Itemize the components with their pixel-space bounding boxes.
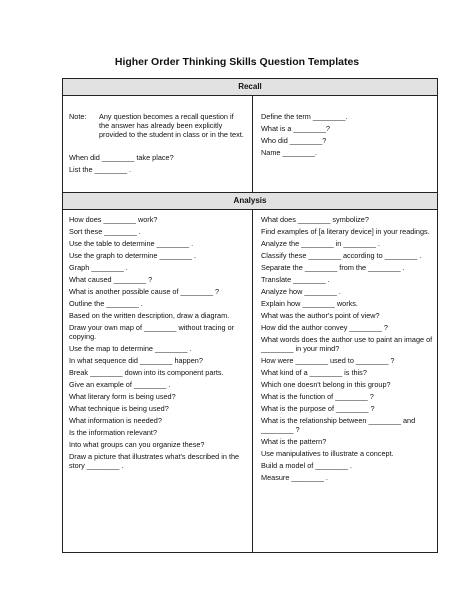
list-item: What information is needed? <box>69 416 162 425</box>
list-item: Name ________. <box>261 148 317 157</box>
list-item: Find examples of [a literary device] in your readings. <box>261 227 430 236</box>
recall-note <box>69 112 247 139</box>
list-item: What does ________ symbolize? <box>261 215 369 224</box>
recall-left-column <box>69 96 247 177</box>
list-item: Draw your own map of ________ without tracing or copying. <box>69 323 235 341</box>
note-text: Any question becomes a recall question if the answer has already been explicitly provided to the student in class or in the text. <box>99 112 244 139</box>
list-item: What caused ________ ? <box>69 275 153 284</box>
analysis-section <box>63 210 437 552</box>
list-item: Use the table to determine ________ . <box>69 239 194 248</box>
list-item: Graph ________ . <box>69 263 128 272</box>
list-item: Into what groups can you organize these? <box>69 440 205 449</box>
list-item: In what sequence did ________ happen? <box>69 356 203 365</box>
page-title: Higher Order Thinking Skills Question Templates <box>114 56 360 68</box>
list-item: Sort these ________ . <box>69 227 141 236</box>
note-label: Note: <box>69 112 87 121</box>
list-item: When did ________ take place? <box>69 153 174 162</box>
list-item: Explain how ________ works. <box>261 299 358 308</box>
list-item: Measure ________ . <box>261 473 328 482</box>
list-item: Which one doesn't belong in this group? <box>261 380 391 389</box>
list-item: Give an example of ________ . <box>69 380 171 389</box>
list-item: List the ________ . <box>69 165 132 174</box>
list-item: What was the author's point of view? <box>261 311 380 320</box>
list-item: How were ________ used to ________ ? <box>261 356 395 365</box>
column-divider <box>252 96 253 192</box>
list-item: Build a model of ________ . <box>261 461 352 470</box>
list-item: Who did ________? <box>261 136 327 145</box>
list-item: What is the function of ________ ? <box>261 392 374 401</box>
question-table <box>62 78 438 553</box>
list-item: What is another possible cause of ________ ? <box>69 287 220 296</box>
list-item: What is the pattern? <box>261 437 327 446</box>
list-item: What technique is being used? <box>69 404 169 413</box>
analysis-heading: Analysis <box>63 193 437 210</box>
recall-right-column <box>261 112 433 160</box>
list-item: Use the map to determine ________ . <box>69 344 192 353</box>
analysis-left-column <box>69 215 247 473</box>
list-item: What literary form is being used? <box>69 392 176 401</box>
list-item: Define the term ________. <box>261 112 348 121</box>
list-item: What is the relationship between ________ and ________ ? <box>261 416 416 434</box>
list-item: Use the graph to determine ________ . <box>69 251 196 260</box>
list-item: Based on the written description, draw a diagram. <box>69 311 230 320</box>
list-item: Draw a picture that illustrates what's described in the story ________ . <box>69 452 240 470</box>
list-item: How did the author convey ________ ? <box>261 323 388 332</box>
list-item: How does ________ work? <box>69 215 158 224</box>
list-item: Analyze how ________ . <box>261 287 341 296</box>
recall-section <box>63 96 437 193</box>
list-item: Analyze the ________ in ________ . <box>261 239 380 248</box>
recall-heading: Recall <box>63 79 437 96</box>
list-item: What words does the author use to paint an image of ________ in your mind? <box>261 335 433 353</box>
list-item: Use manipulatives to illustrate a concept. <box>261 449 394 458</box>
list-item: Translate ________ . <box>261 275 330 284</box>
list-item: What kind of a ________ is this? <box>261 368 367 377</box>
analysis-right-column <box>261 215 433 485</box>
list-item: Classify these ________ according to ________ . <box>261 251 422 260</box>
column-divider <box>252 210 253 552</box>
list-item: Separate the ________ from the ________ . <box>261 263 405 272</box>
list-item: Outline the ________ . <box>69 299 143 308</box>
list-item: What is a ________? <box>261 124 330 133</box>
list-item: Is the information relevant? <box>69 428 158 437</box>
list-item: Break ________ down into its component parts. <box>69 368 224 377</box>
list-item: What is the purpose of ________ ? <box>261 404 375 413</box>
